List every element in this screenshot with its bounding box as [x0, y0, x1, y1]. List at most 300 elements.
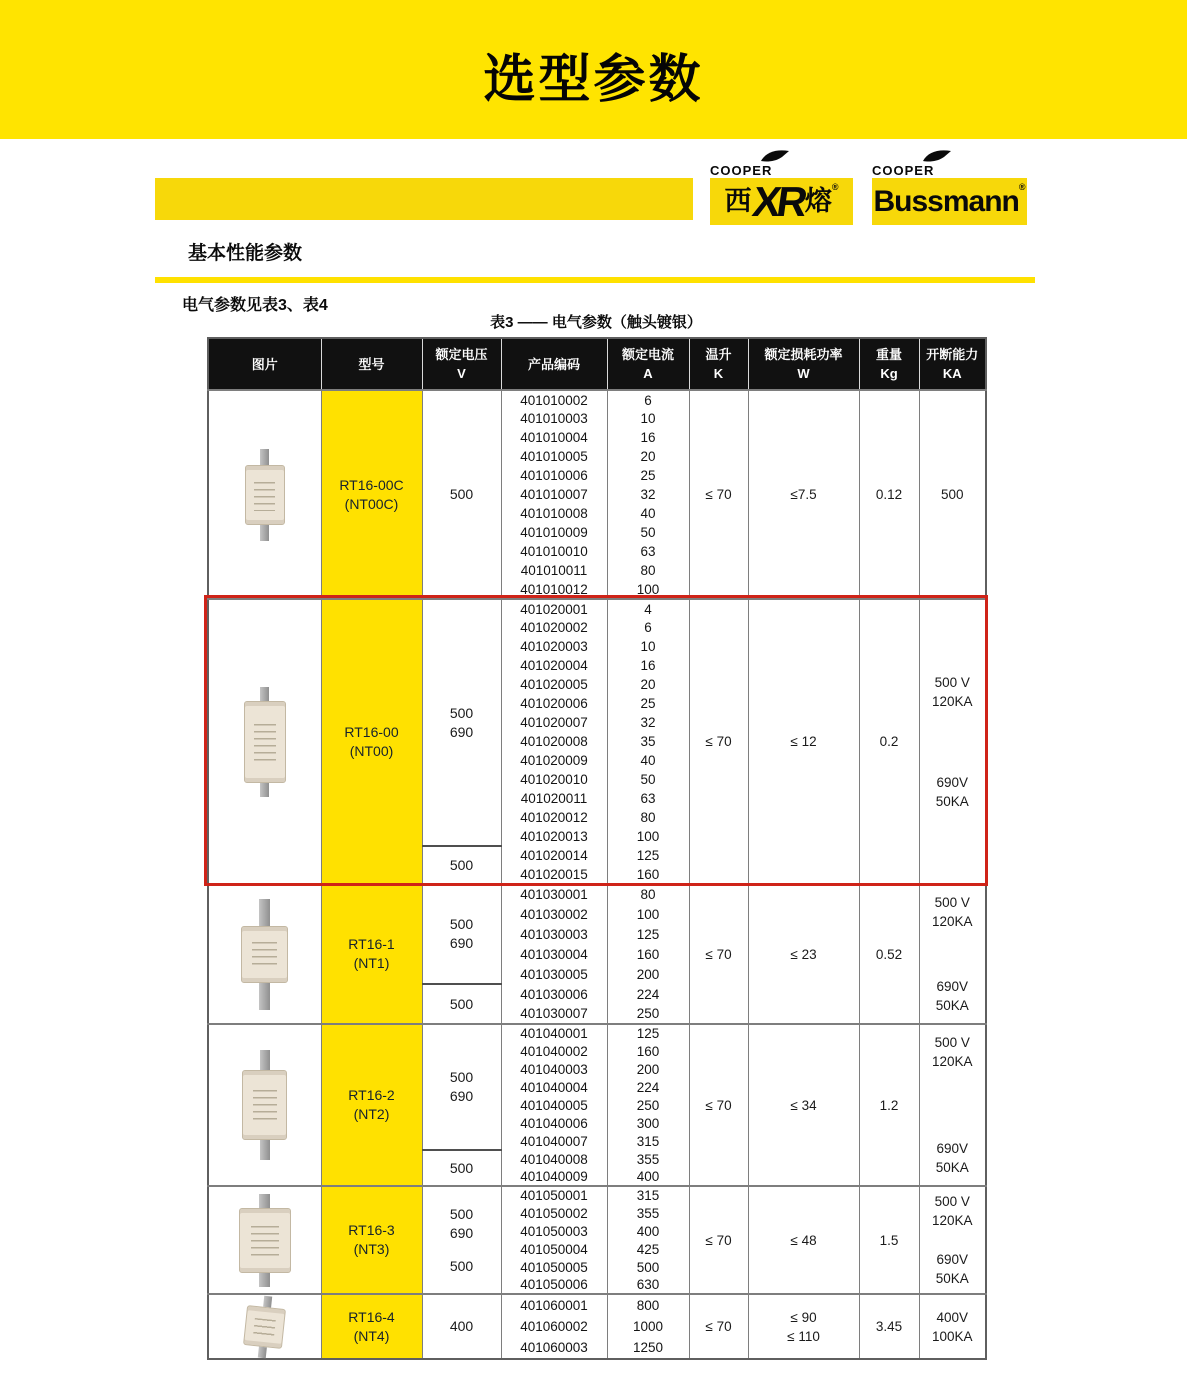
voltage-cell: [422, 1150, 501, 1186]
breaking-value: 120KA: [931, 914, 973, 929]
breaking-capacity-cell: [919, 390, 986, 599]
rated-current: 160: [607, 865, 689, 884]
breaking-block: [920, 893, 986, 931]
breaking-value: 690V: [936, 774, 969, 790]
rated-current: 630: [607, 1276, 689, 1294]
rated-current: 160: [607, 944, 689, 964]
rated-current: 315: [607, 1132, 689, 1150]
spec-table: [207, 337, 987, 1360]
product-code: 401050004: [501, 1240, 607, 1258]
col-header: [501, 338, 607, 390]
col-header-unit: KA: [942, 366, 962, 381]
weight-cell: 0.2: [859, 599, 919, 884]
power-loss-value: ≤ 48: [790, 1232, 817, 1248]
rated-current: 35: [607, 732, 689, 751]
breaking-value: 120KA: [931, 1054, 973, 1069]
title-banner: [0, 0, 1187, 139]
brand-strip-bar: [155, 178, 693, 220]
product-code: 401020011: [501, 789, 607, 808]
voltage-value: 500: [449, 486, 474, 502]
rated-current: 1000: [607, 1316, 689, 1338]
voltage-block: [423, 485, 501, 504]
power-loss-cell: [748, 884, 859, 1024]
product-code: 401040001: [501, 1024, 607, 1042]
voltage-value: 500: [449, 916, 474, 932]
breaking-block: [920, 1033, 986, 1071]
col-header: [422, 338, 501, 390]
xr-logo: [710, 151, 853, 225]
product-code: 401060001: [501, 1294, 607, 1316]
product-code: 401020004: [501, 656, 607, 675]
rated-current: 4: [607, 599, 689, 618]
col-header-line1: 开断能力: [926, 347, 979, 362]
product-code: 401020013: [501, 827, 607, 846]
product-photo-cell: [208, 1186, 321, 1294]
rated-current: 200: [607, 1060, 689, 1078]
voltage-cell: [422, 846, 501, 884]
breaking-value: 500 V: [934, 1035, 970, 1050]
voltage-block: [423, 995, 501, 1014]
product-code: 401040006: [501, 1114, 607, 1132]
voltage-block: [423, 1205, 501, 1243]
rated-current: 50: [607, 523, 689, 542]
col-header-line1: 温升: [705, 347, 732, 362]
col-header-line1: 额定损耗功率: [764, 347, 843, 362]
breaking-capacity-cell: [919, 1186, 986, 1294]
rated-current: 63: [607, 789, 689, 808]
rated-current: 125: [607, 1024, 689, 1042]
col-header-unit: K: [713, 366, 724, 381]
product-photo-cell: [208, 1294, 321, 1359]
voltage-block: [423, 1317, 501, 1336]
breaking-value: 400V: [936, 1309, 969, 1325]
model-cell: [321, 1294, 422, 1359]
rated-current: 315: [607, 1186, 689, 1204]
spec-table-wrap: [207, 337, 987, 1360]
table-header-row: [208, 338, 986, 390]
product-code: 401030002: [501, 904, 607, 924]
product-code: 401010004: [501, 428, 607, 447]
voltage-block: [423, 1068, 501, 1106]
power-loss-value: ≤ 90: [790, 1309, 817, 1325]
fuse-body: [242, 1070, 287, 1140]
power-loss-value: ≤7.5: [790, 487, 817, 502]
fuse-photo: [245, 449, 285, 541]
breaking-value: 50KA: [935, 1271, 969, 1286]
rated-current: 20: [607, 447, 689, 466]
fuse-blade-top: [260, 449, 269, 465]
breaking-value: 100KA: [931, 1328, 973, 1344]
col-header: [607, 338, 689, 390]
voltage-cell: [422, 1024, 501, 1150]
product-code: 401020003: [501, 637, 607, 656]
voltage-cell: [422, 984, 501, 1024]
rated-current: 50: [607, 770, 689, 789]
product-code: 401010012: [501, 580, 607, 599]
voltage-value: 500: [449, 1159, 474, 1176]
product-code: 401010007: [501, 485, 607, 504]
power-loss-cell: [748, 599, 859, 884]
fuse-photo: [239, 1194, 291, 1287]
breaking-value: 690V: [936, 1252, 969, 1267]
breaking-block: [920, 673, 986, 711]
voltage-cell: [422, 1186, 501, 1294]
rated-current: 100: [607, 904, 689, 924]
breaking-value: 120KA: [931, 693, 973, 709]
fuse-blade-bottom: [259, 1273, 270, 1287]
fuse-blade-top: [260, 687, 269, 701]
col-header-line1: 图片: [251, 356, 278, 372]
rated-current: 200: [607, 964, 689, 984]
voltage-block: [423, 704, 501, 742]
product-code: 401050002: [501, 1204, 607, 1222]
breaking-value: 120KA: [931, 1213, 973, 1228]
fuse-blade-bottom: [260, 783, 269, 797]
col-header: [859, 338, 919, 390]
product-photo-cell: [208, 599, 321, 884]
power-loss-cell: [748, 390, 859, 599]
bussmann-logo: [872, 151, 1027, 225]
power-loss-value: ≤ 23: [790, 946, 817, 962]
cooper-mark: [710, 151, 853, 178]
breaking-block: [920, 977, 986, 1015]
rated-current: 355: [607, 1150, 689, 1168]
breaking-value: 690V: [936, 1141, 969, 1156]
fuse-body: [244, 701, 286, 783]
temp-rise-cell: ≤ 70: [689, 1294, 748, 1359]
voltage-cell: [422, 599, 501, 846]
fuse-blade-top: [260, 1050, 270, 1070]
rated-current: 40: [607, 504, 689, 523]
model-cell: [321, 390, 422, 599]
product-code: 401020014: [501, 846, 607, 865]
rated-current: 224: [607, 1078, 689, 1096]
breaking-value: 500: [940, 487, 964, 502]
product-code: 401050003: [501, 1222, 607, 1240]
product-code: 401040004: [501, 1078, 607, 1096]
product-code: 401030003: [501, 924, 607, 944]
rated-current: 250: [607, 1096, 689, 1114]
rated-current: 16: [607, 428, 689, 447]
breaking-value: 50KA: [935, 1160, 969, 1175]
col-header-unit: A: [643, 366, 653, 381]
model-name: RT16-1: [348, 936, 395, 952]
breaking-value: 500 V: [934, 674, 970, 690]
product-code: 401010006: [501, 466, 607, 485]
product-code: 401030001: [501, 884, 607, 904]
product-code: 401010010: [501, 542, 607, 561]
rated-current: 1250: [607, 1337, 689, 1359]
col-header-line1: 重量: [875, 347, 902, 362]
rated-current: 40: [607, 751, 689, 770]
product-code: 401040009: [501, 1168, 607, 1186]
model-cell: [321, 884, 422, 1024]
rated-current: 355: [607, 1204, 689, 1222]
col-header: [919, 338, 986, 390]
xr-logo-suffix: 熔: [804, 186, 832, 216]
model-name: RT16-00C: [339, 476, 404, 493]
fuse-blade-top: [259, 1194, 270, 1208]
voltage-value: 500: [449, 995, 474, 1012]
product-code: 401030004: [501, 944, 607, 964]
breaking-block: [920, 1139, 986, 1177]
rated-current: 20: [607, 675, 689, 694]
product-code: 401020008: [501, 732, 607, 751]
table-header: [208, 338, 986, 390]
power-loss-cell: [748, 1294, 859, 1359]
model-alt-name: (NT2): [353, 1106, 390, 1122]
col-header-line1: 型号: [358, 356, 385, 372]
col-header: [748, 338, 859, 390]
rated-current: 125: [607, 924, 689, 944]
product-photo-cell: [208, 1024, 321, 1186]
fuse-blade-bottom: [259, 983, 270, 1010]
section-divider: [155, 277, 1035, 283]
temp-rise-cell: ≤ 70: [689, 599, 748, 884]
voltage-block: [423, 856, 501, 875]
model-alt-name: (NT4): [353, 1327, 390, 1344]
product-photo-cell: [208, 884, 321, 1024]
voltage-value: 690: [449, 1088, 474, 1104]
fuse-body: [243, 1305, 286, 1349]
temp-rise-cell: ≤ 70: [689, 1024, 748, 1186]
model-cell: [321, 1186, 422, 1294]
xr-logo-prefix: 西: [724, 186, 752, 216]
model-name: RT16-2: [348, 1087, 395, 1103]
fuse-blade-top: [263, 1296, 272, 1308]
voltage-cell: [422, 390, 501, 599]
page-title: 选型参数: [483, 51, 704, 109]
breaking-block: [920, 1192, 986, 1230]
product-code: 401050005: [501, 1258, 607, 1276]
fuse-blade-bottom: [260, 1140, 270, 1160]
rated-current: 25: [607, 694, 689, 713]
product-code: 401020007: [501, 713, 607, 732]
fuse-blade-top: [259, 899, 270, 926]
fuse-photo: [241, 899, 288, 1010]
rated-current: 500: [607, 1258, 689, 1276]
product-code: 401040008: [501, 1150, 607, 1168]
table-row: [208, 1024, 986, 1042]
xr-logo-mark: XR: [749, 177, 807, 225]
model-name: RT16-3: [348, 1222, 395, 1238]
xr-logo-box: [710, 178, 853, 225]
product-code: 401030005: [501, 964, 607, 984]
rated-current: 425: [607, 1240, 689, 1258]
breaking-capacity-cell: [919, 884, 986, 1024]
cooper-mark: [872, 151, 1027, 178]
breaking-value: 500 V: [934, 1194, 970, 1209]
product-code: 401030006: [501, 984, 607, 1004]
breaking-block: [920, 773, 986, 811]
rated-current: 160: [607, 1042, 689, 1060]
product-code: 401020002: [501, 618, 607, 637]
breaking-block: [920, 485, 986, 504]
voltage-value: 690: [449, 1224, 474, 1241]
rated-current: 6: [607, 390, 689, 409]
voltage-value: 500: [449, 1205, 474, 1222]
rated-current: 100: [607, 827, 689, 846]
rated-current: 25: [607, 466, 689, 485]
fuse-photo: [244, 687, 286, 797]
col-header: [321, 338, 422, 390]
voltage-cell: [422, 884, 501, 984]
model-alt-name: (NT00): [349, 742, 394, 759]
product-code: 401020001: [501, 599, 607, 618]
product-code: 401050001: [501, 1186, 607, 1204]
product-code: 401020010: [501, 770, 607, 789]
rated-current: 800: [607, 1294, 689, 1316]
product-code: 401010002: [501, 390, 607, 409]
model-alt-name: (NT1): [353, 955, 390, 971]
rated-current: 32: [607, 713, 689, 732]
model-cell: [321, 1024, 422, 1186]
model-name: RT16-4: [348, 1308, 395, 1325]
rated-current: 10: [607, 637, 689, 656]
breaking-block: [920, 1250, 986, 1288]
rated-current: 100: [607, 580, 689, 599]
temp-rise-cell: ≤ 70: [689, 390, 748, 599]
col-header-unit: Kg: [880, 366, 898, 381]
rated-current: 125: [607, 846, 689, 865]
product-code: 401020005: [501, 675, 607, 694]
model-alt-name: (NT3): [353, 1241, 390, 1257]
voltage-cell: [422, 1294, 501, 1359]
product-code: 401020009: [501, 751, 607, 770]
section-heading: 基本性能参数: [188, 243, 303, 264]
col-header: [689, 338, 748, 390]
product-code: 401020012: [501, 808, 607, 827]
fuse-body: [241, 926, 288, 983]
voltage-value: 400: [449, 1318, 474, 1334]
breaking-value: 50KA: [935, 793, 969, 809]
product-code: 401040007: [501, 1132, 607, 1150]
rated-current: 63: [607, 542, 689, 561]
cooper-label: COOPER: [872, 163, 935, 178]
rated-current: 300: [607, 1114, 689, 1132]
voltage-value: 690: [449, 723, 474, 740]
fuse-blade-bottom: [258, 1346, 267, 1358]
product-code: 401060003: [501, 1337, 607, 1359]
product-code: 401010009: [501, 523, 607, 542]
product-photo-cell: [208, 390, 321, 599]
rated-current: 10: [607, 409, 689, 428]
product-code: 401040002: [501, 1042, 607, 1060]
product-code: 401050006: [501, 1276, 607, 1294]
fuse-body: [245, 465, 285, 525]
product-code: 401010008: [501, 504, 607, 523]
weight-cell: 0.12: [859, 390, 919, 599]
product-code: 401010003: [501, 409, 607, 428]
voltage-value: 500: [449, 704, 474, 721]
registered-mark: ®: [831, 182, 839, 192]
breaking-value: 500 V: [934, 895, 970, 910]
product-code: 401040005: [501, 1096, 607, 1114]
model-cell: [321, 599, 422, 884]
rated-current: 250: [607, 1004, 689, 1024]
weight-cell: 1.2: [859, 1024, 919, 1186]
table-row: [208, 599, 986, 618]
voltage-block: [423, 915, 501, 953]
col-header-line1: 额定电流: [621, 347, 674, 362]
fuse-photo: [242, 1294, 287, 1360]
power-loss-value: ≤ 110: [787, 1328, 820, 1344]
cooper-leaf-icon: [922, 149, 952, 163]
breaking-capacity-cell: [919, 1024, 986, 1186]
power-loss-value: ≤ 34: [790, 1097, 817, 1113]
breaking-capacity-cell: [919, 1294, 986, 1359]
voltage-value: 500: [449, 1257, 474, 1274]
rated-current: 80: [607, 561, 689, 580]
weight-cell: 3.45: [859, 1294, 919, 1359]
table-caption: 表3 —— 电气参数（触头镀银）: [490, 314, 702, 331]
rated-current: 224: [607, 984, 689, 1004]
registered-mark: ®: [1018, 182, 1026, 192]
temp-rise-cell: ≤ 70: [689, 1186, 748, 1294]
power-loss-cell: [748, 1024, 859, 1186]
model-alt-name: (NT00C): [344, 495, 399, 512]
power-loss-value: ≤ 12: [790, 734, 817, 749]
product-code: 401060002: [501, 1316, 607, 1338]
voltage-value: 500: [449, 1069, 474, 1085]
bussmann-wordmark: Bussmann: [873, 184, 1019, 218]
fuse-body: [239, 1208, 291, 1273]
breaking-capacity-cell: [919, 599, 986, 884]
product-code: 401010005: [501, 447, 607, 466]
fuse-blade-bottom: [260, 525, 269, 541]
product-code: 401020015: [501, 865, 607, 884]
rated-current: 6: [607, 618, 689, 637]
table-row: [208, 1186, 986, 1204]
table-row: [208, 884, 986, 904]
rated-current: 32: [607, 485, 689, 504]
cooper-leaf-icon: [760, 149, 790, 163]
table-row: [208, 390, 986, 409]
col-header-line1: 产品编码: [527, 356, 580, 372]
col-header-line1: 额定电压: [435, 347, 488, 362]
bussmann-logo-box: [872, 178, 1027, 225]
weight-cell: 0.52: [859, 884, 919, 1024]
col-header-unit: V: [457, 366, 466, 381]
product-code: 401040003: [501, 1060, 607, 1078]
product-code: 401020006: [501, 694, 607, 713]
temp-rise-cell: ≤ 70: [689, 884, 748, 1024]
cooper-label: COOPER: [710, 163, 773, 178]
rated-current: 16: [607, 656, 689, 675]
col-header: [208, 338, 321, 390]
product-code: 401030007: [501, 1004, 607, 1024]
model-name: RT16-00: [344, 723, 399, 740]
voltage-value: 690: [449, 935, 474, 951]
product-code: 401010011: [501, 561, 607, 580]
breaking-block: [920, 1308, 986, 1346]
col-header-unit: W: [797, 366, 810, 381]
rated-current: 400: [607, 1168, 689, 1186]
rated-current: 400: [607, 1222, 689, 1240]
breaking-value: 690V: [936, 979, 969, 994]
voltage-block: [423, 1257, 501, 1276]
power-loss-cell: [748, 1186, 859, 1294]
table-row: [208, 1294, 986, 1316]
fuse-photo: [242, 1050, 287, 1160]
voltage-value: 500: [449, 856, 474, 873]
breaking-value: 50KA: [935, 998, 969, 1013]
table-body: [208, 390, 986, 1359]
intro-text: 电气参数见表3、表4: [182, 297, 328, 314]
rated-current: 80: [607, 808, 689, 827]
voltage-block: [423, 1159, 501, 1178]
rated-current: 80: [607, 884, 689, 904]
